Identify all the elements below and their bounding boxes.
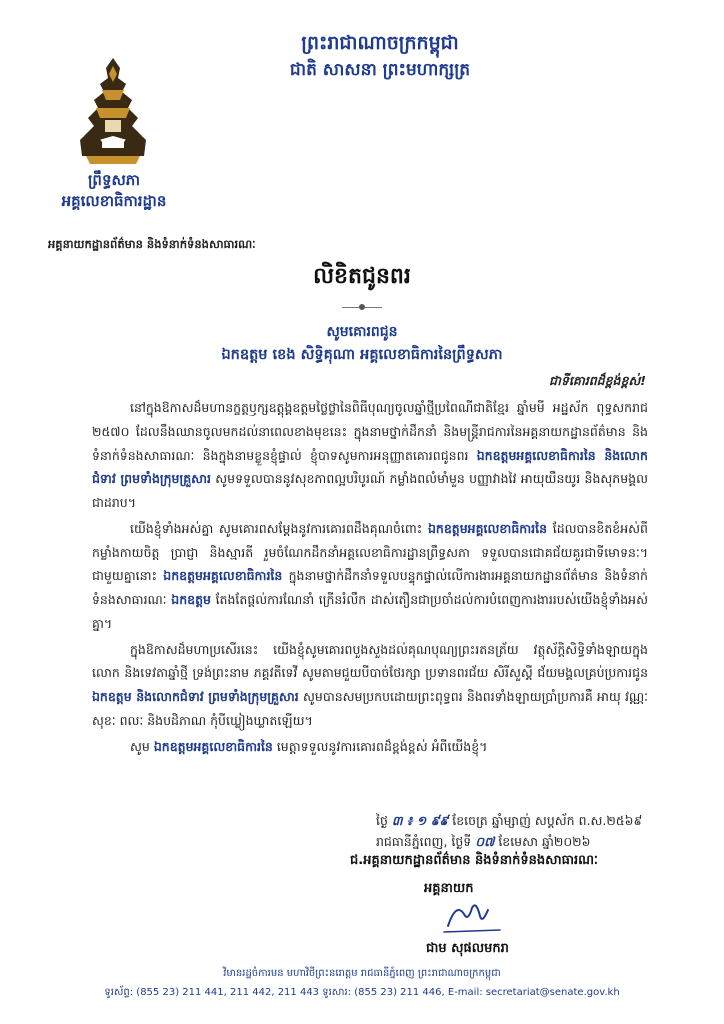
footer bbox=[0, 966, 724, 1000]
document-title: លិខិតជូនពរ bbox=[313, 263, 411, 289]
paragraph-4 bbox=[92, 735, 648, 759]
honorific: ជាទីគោរពដ៏ខ្ពង់ខ្ពស់! bbox=[549, 373, 646, 388]
p3-text-2: សូមបានសមប្រកបដោយព្រះពុទ្ធពរ និងពរទាំងឡាយប្រាំប្រការគឺ អាយុ វណ្ណៈ សុខៈ ពលៈ និងបដិភាណ កុំបីឃ្លៀងឃ្លាតឡើយ។ bbox=[92, 689, 648, 728]
solar-prefix: រាជធានីភ្នំពេញ, ថ្ងៃទី bbox=[376, 834, 472, 850]
institution-block bbox=[54, 170, 174, 212]
p1-highlight-1: ឯកឧត្តមអគ្គលេខាធិការនៃ និងលោកជំទាវ ព្រមទាំងក្រុមគ្រួសារ bbox=[92, 447, 648, 487]
handwritten-signature-icon bbox=[442, 896, 502, 938]
title-ornament-icon bbox=[359, 304, 365, 310]
p3-text-1: ក្នុងឱកាសដ៏មហាប្រសើរនេះ យើងខ្ញុំសូមគោរពបួងសួងដល់គុណបុណ្យព្រះរតនត្រ័យ វត្ថុស័ក្តិសិទ្ធិទាំងឡាយក្នុងលោក និងទេវតាឆ្នាំថ្មី ទ្រង់ព្រះនាម ភគ្គវតីទេវី សូមតាមជួយបីបាច់ថែរក្សា ប្រទានពរជ័យ សិរីសួស្តី ជ័យមង្គលគ្រប់ប្រការជូន bbox=[92, 641, 648, 681]
recipient: ឯកឧត្តម ខេង សិទ្ធិគុណា អគ្គលេខាធិការនៃព្រឹទ្ធសភា bbox=[221, 346, 503, 363]
kingdom-header bbox=[250, 30, 510, 82]
p4-text-1: សូម bbox=[130, 738, 150, 754]
fax-label: ទូរសារ: bbox=[322, 987, 351, 998]
kingdom-name: ព្រះរាជាណាចក្រកម្ពុជា bbox=[301, 32, 459, 54]
solar-date bbox=[376, 831, 642, 852]
phone-number: (855 23) 211 441, 211 442, 211 443 bbox=[136, 987, 320, 998]
footer-contact bbox=[0, 985, 724, 1000]
signatory-name: ជាម សុផលមករា bbox=[426, 941, 509, 956]
paragraph-1 bbox=[92, 396, 648, 515]
p3-highlight-1: ឯកឧត្តម និងលោកជំទាវ ព្រមទាំងក្រុមគ្រួសារ bbox=[92, 689, 299, 704]
p2-highlight-1: ឯកឧត្តមអគ្គលេខាធិការនៃ bbox=[428, 520, 548, 536]
lunar-day-handwritten: ៣ ៖ ១ ៩៩ bbox=[391, 813, 449, 828]
footer-address: វិមានរដ្ឋចំការមន មហាវិថីព្រះនរោត្តម រាជធានីភ្នំពេញ ព្រះរាជាណាចក្រកម្ពុជា bbox=[223, 968, 501, 979]
letter-body bbox=[92, 396, 648, 760]
p2-text-2: ដែលបានខិតខំអស់ពីកម្លាំងកាយចិត្ត ប្រាជ្ញា និងស្មារតី រួមចំណែកដឹកនាំអគ្គលេខាធិការដ្ឋានព្រឹទ្ធសភា ទទួលបានជោគជ័យគួរជាទីមោទនៈ។ ជាមួយគ្នានោះ bbox=[92, 520, 648, 584]
on-behalf-line: ជ.អគ្គនាយកដ្ឋានព័ត៌មាន និងទំនាក់ទំនងសាធារណៈ bbox=[350, 853, 598, 868]
greeting: សូមគោរពជូន bbox=[326, 324, 398, 340]
p2-text-4: តែងតែផ្តល់ការណែនាំ ក្រើនរំលឹក ដាស់តឿនជាប្រចាំដល់ការបំពេញការងាររបស់យើងខ្ញុំទាំងអស់គ្នា។ bbox=[92, 592, 649, 631]
department-name: អគ្គនាយកដ្ឋានព័ត៌មាន និងទំនាក់ទំនងសាធារណៈ bbox=[48, 237, 256, 251]
paragraph-2 bbox=[92, 517, 648, 636]
date-block bbox=[376, 810, 642, 853]
solar-day-handwritten: ០៧ bbox=[475, 834, 495, 850]
p2-text-3: ក្នុងនាមថ្នាក់ដឹកនាំទទួលបន្ទុកផ្ទាល់លើការងារអគ្គនាយកដ្ឋានព័ត៌មាន និងទំនាក់ទំនងសាធារណៈ bbox=[92, 568, 648, 607]
p4-text-2: មេត្តាទទួលនូវការគោរពដ៏ខ្ពង់ខ្ពស់ អំពីយើងខ្ញុំ។ bbox=[276, 738, 488, 754]
p1-text-1: នៅក្នុងឱកាសដ៏មហានក្ខត្តឫក្សឧត្តុង្គឧត្តមថ្លៃថ្លានៃពិធីបុណ្យចូលឆ្នាំថ្មីប្រពៃណីជាតិខ្មែរ ឆ្នាំមមី អដ្ឋស័ក ពុទ្ធសករាជ ២៥៧០ ដែលនឹងឈានចូលមកដល់នាពេលខាងមុខនេះ ក្នុងនាមថ្នាក់ដឹកនាំ និងមន្ត្រីរាជការនៃអគ្គនាយកដ្ឋានព័ត៌មាន និងទំនាក់ទំនងសាធារណៈ និងក្នុងនាមខ្លួនខ្ញុំផ្ទាល់ ខ្ញុំបាទសូមការអនុញ្ញាតគោរពជូនពរ bbox=[92, 400, 648, 463]
p2-highlight-2: ឯកឧត្តមអគ្គលេខាធិការនៃ bbox=[163, 568, 283, 584]
signatory-role: អគ្គនាយក bbox=[424, 881, 474, 896]
p2-text-1: យើងខ្ញុំទាំងអស់គ្នា សូមគោរពសម្តែងនូវការគោរពដឹងគុណចំពោះ bbox=[130, 520, 423, 536]
p1-text-2: សូមទទួលបាននូវសុខភាពល្អបរិបូរណ៍ កម្លាំងពលំមាំមួន បញ្ញាវាងវៃ អាយុយឺនយូរ និងសុភមង្គលជាដរាប។ bbox=[92, 471, 648, 510]
p2-highlight-3: ឯកឧត្តម bbox=[171, 592, 211, 607]
solar-rest: ខែមេសា ឆ្នាំ២០២៦ bbox=[498, 834, 591, 850]
greeting-block bbox=[0, 322, 724, 366]
phone-label: ទូរស័ព្ទ: bbox=[104, 987, 134, 998]
national-motto: ជាតិ សាសនា ព្រះមហាក្សត្រ bbox=[289, 59, 471, 80]
fax-email: (855 23) 211 446, E-mail: secretariat@senate.gov.kh bbox=[354, 987, 620, 998]
lunar-rest: ខែចេត្រ ឆ្នាំម្សាញ់ សប្តស័ក ព.ស.២៥៦៩ bbox=[452, 813, 643, 828]
secretariat-name: អគ្គលេខាធិការដ្ឋាន bbox=[61, 192, 167, 210]
lunar-date bbox=[376, 810, 642, 831]
p4-highlight-1: ឯកឧត្តមអគ្គលេខាធិការនៃ bbox=[153, 738, 273, 754]
paragraph-3 bbox=[92, 638, 648, 733]
institution-name: ព្រឹទ្ធសភា bbox=[87, 171, 141, 189]
senate-emblem-icon bbox=[72, 56, 154, 166]
lunar-prefix: ថ្ងៃ bbox=[376, 813, 388, 828]
